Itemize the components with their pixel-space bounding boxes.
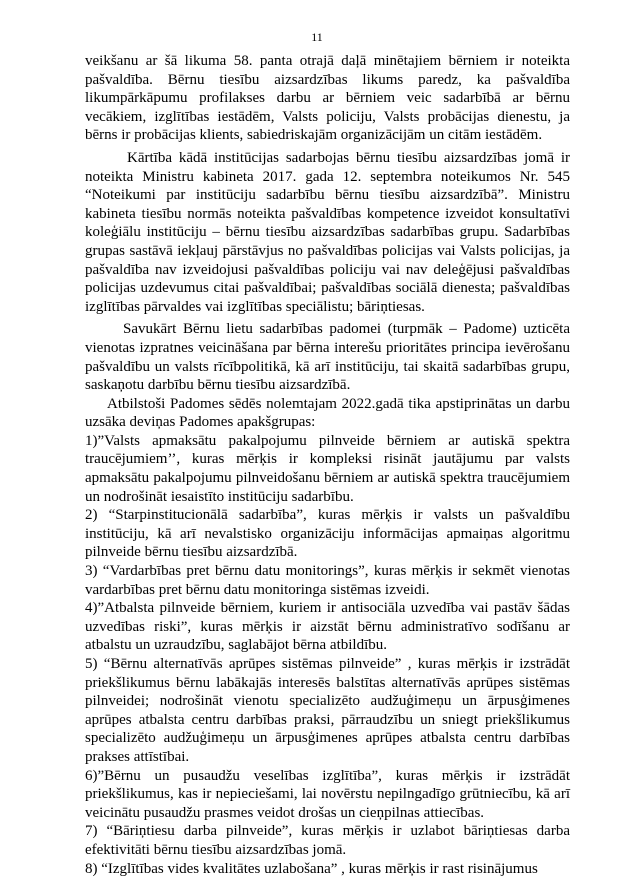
subgroup-list [85,432,570,878]
list-item: 2) “Starpinstitucionālā sadarbība”, kuras mērķis ir valsts un pašvaldību institūciju, kā arī nevalstisko organizāciju informācijas apmaiņas algoritmu pilnveide bērnu tiesību aizsardzībā. [85,507,570,561]
list-item: 4)”Atbalsta pilnveide bērniem, kuriem ir antisociāla uzvedība vai pastāv šādas uzvedības riski”, kuras mērķis ir aizstāt bērnu administratīvo sodīšanu ar atbalstu un uzraudzību, saglabājot bērna atbildību. [85,600,570,654]
list-item: 3) “Vardarbības pret bērnu datu monitorings”, kuras mērķis ir sekmēt vienotas vardarbības pret bērnu datu monitoringa sistēmas izveidi. [85,563,570,598]
list-item: 5) “Bērnu alternatīvās aprūpes sistēmas pilnveide” , kuras mērķis ir izstrādāt priekšlikumus bērnu labākajās interesēs balstītas alternatīvās aprūpes sistēmas pilnveidei; nodrošināt vienotu specializēto audžuģimeņu un ārpusģimenes aprūpes atbalsta centru darbības praksi, pārraudzību un sniegt priekšlikumus specializēto audžuģimeņu un ārpusģimenes aprūpes atbalsta centru darbības prakses attīstībai. [85,656,570,765]
list-item: 7) “Bāriņtiesu darba pilnveide”, kuras mērķis ir uzlabot bāriņtiesas darba efektivitāti bērnu tiesību aizsardzības jomā. [85,823,570,858]
list-item: 8) “Izglītības vides kvalitātes uzlabošana” , kuras mērķis ir rast risinājumus [85,860,538,877]
paragraph-council: Savukārt Bērnu lietu sadarbības padomei (turpmāk – Padome) uzticēta vienotas izpratnes veicināšana par bērna interešu prioritātes principa ievērošanu pašvaldību un valsts rīcībpolitikā, kā arī institūciju, tai skaitā sadarbības grupu, saskaņotu darbību bērnu tiesību aizsardzībā. [85,321,570,394]
list-item: 6)”Bērnu un pusaudžu veselības izglītība”, kuras mērķis ir izstrādāt priekšlikumus, kas ir nepieciešami, lai novērstu nepilngadīgo grūtniecību, kā arī veicinātu pusaudžu prasmes veidot drošas un cieņpilnas attiecības. [85,767,570,821]
paragraph-continuation: veikšanu ar šā likuma 58. panta otrajā daļā minētajiem bērniem ir noteikta pašvaldība. Bērnu tiesību aizsardzības likums paredz, ka pašvaldība likumpārkāpumu profilakses darbu ar bērniem veic sadarbībā ar bērnu vecākiem, izglītības iestādēm, Valsts policiju, Valsts probācijas dienestu, ja bērns ir probācijas klients, sabiedriskajām organizācijām un citām iestādēm. [85,53,570,144]
paragraph-cooperation-rules: Kārtība kādā institūcijas sadarbojas bērnu tiesību aizsardzības jomā ir noteikta Ministru kabineta 2017. gada 12. septembra noteikumos Nr. 545 “Noteikumi par institūciju sadarbību bērnu tiesību aizsardzībā”. Ministru kabineta tiesību normās noteikta pašvaldības kompetence izveidot konsultatīvi koleģiālu institūciju – bērnu tiesību aizsardzības sadarbības grupu. Sadarbības grupas sastāvā iekļauj pārstāvjus no pašvaldības policijas vai Valsts policijas, ja pašvaldība nav izveidojusi pašvaldības policiju vai nav deleģējusi pašvaldības policijas uzdevumus citai pašvaldībai; pašvaldības sociālā dienesta; pašvaldības izglītības pārvaldes vai izglītības speciālistu; bāriņtiesas. [85,149,570,315]
page-number: 11 [311,30,323,44]
paragraph-subgroups-intro: Atbilstoši Padomes sēdēs nolemtajam 2022.gadā tika apstiprinātas un darbu uzsāka deviņas Padomes apakšgrupas: [85,395,570,431]
document-body [85,52,570,878]
list-item: 1)”Valsts apmaksātu pakalpojumu pilnveide bērniem ar autiskā spektra traucējumiem’’, kuras mērķis ir kompleksi risināt jautājumu par valsts apmaksātu pakalpojumu pilnveidošanu bērniem ar autiskā spektra traucējumiem un nodrošināt iesaistīto institūciju sadarbību. [85,432,570,505]
